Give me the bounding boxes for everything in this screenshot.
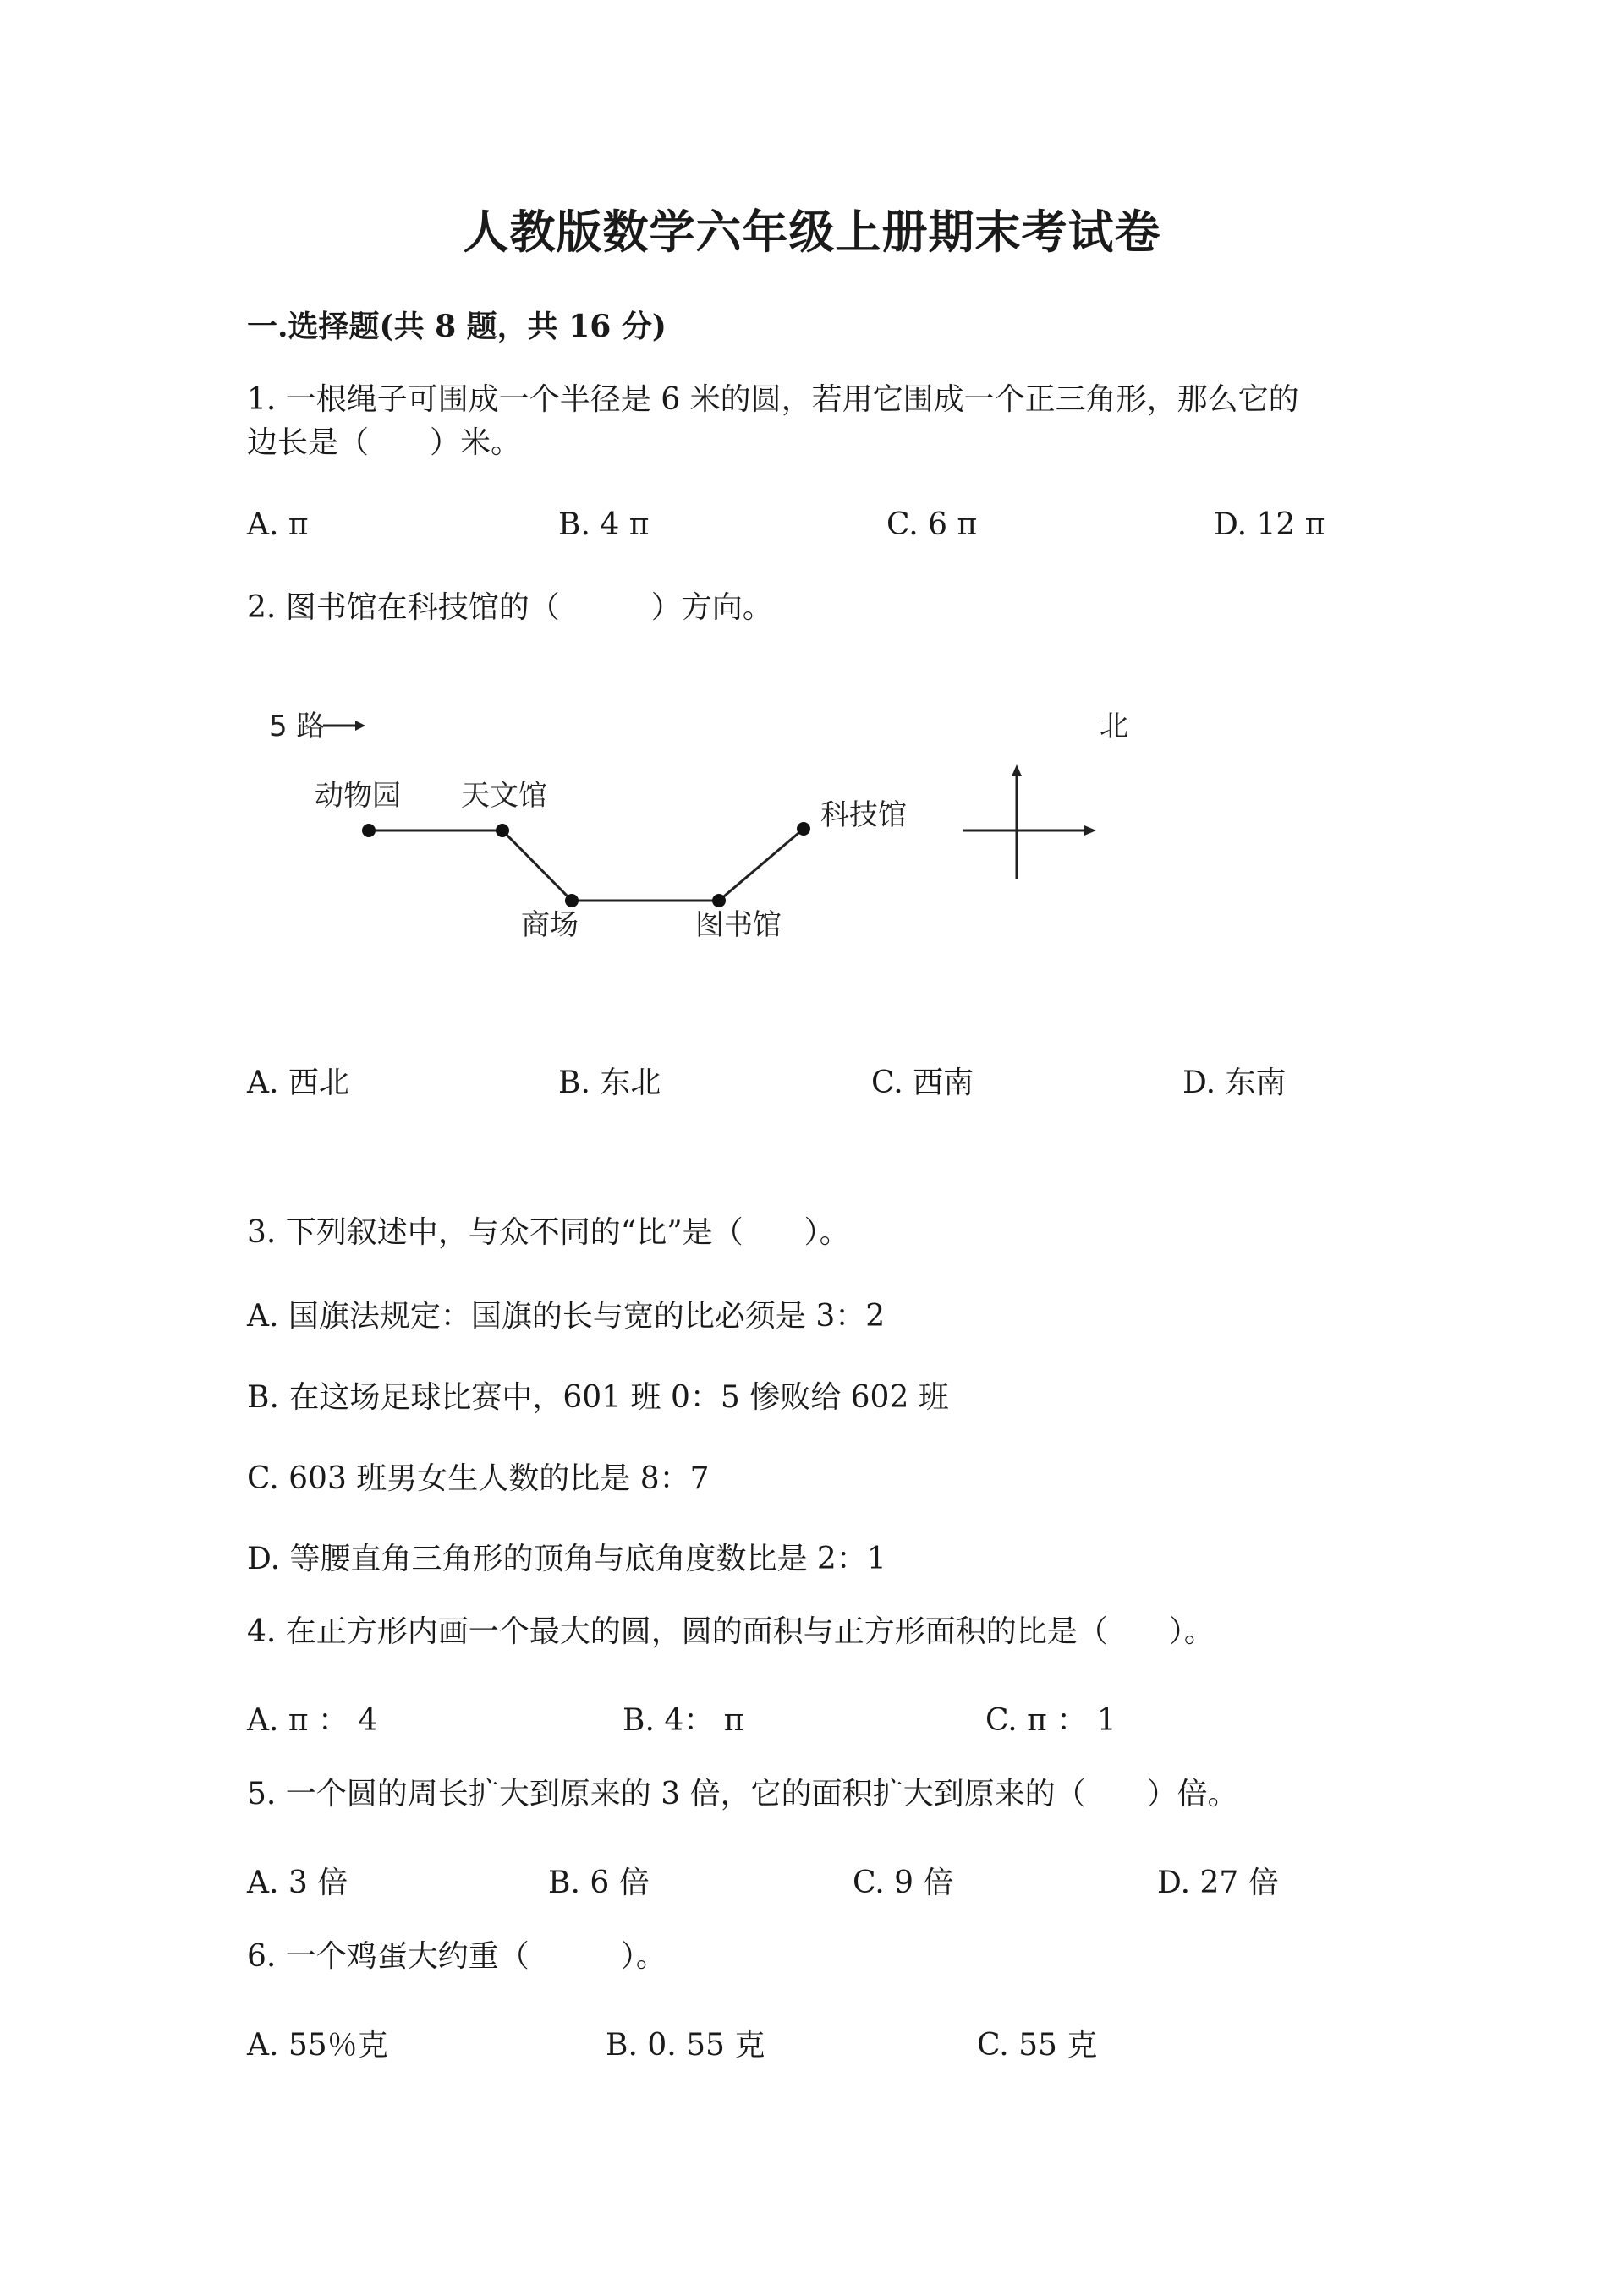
question-4-option-b: B. 4： π xyxy=(623,1703,744,1738)
page-title: 人教版数学六年级上册期末考试卷 xyxy=(463,205,1161,259)
question-2-option-c: C. 西南 xyxy=(871,1066,974,1100)
question-3-line-1: 3. 下列叙述中，与众不同的“比”是（ ）。 xyxy=(247,1215,850,1250)
map-path xyxy=(369,829,804,901)
question-1-line-2: 边长是（ ）米。 xyxy=(247,425,522,460)
question-6-option-c: C. 55 克 xyxy=(977,2028,1098,2063)
question-1-option-a: A. π xyxy=(247,507,309,542)
library-point xyxy=(712,894,726,907)
planetarium-point xyxy=(496,824,509,837)
question-2-option-b: B. 东北 xyxy=(558,1066,661,1100)
question-3-option-d: D. 等腰直角三角形的顶角与底角度数比是 2：1 xyxy=(247,1542,886,1576)
question-1-option-d: D. 12 π xyxy=(1214,507,1325,542)
question-5-line-1: 5. 一个圆的周长扩大到原来的 3 倍，它的面积扩大到原来的（ ）倍。 xyxy=(247,1777,1238,1811)
question-2-line-1: 2. 图书馆在科技馆的（ ）方向。 xyxy=(247,590,773,625)
question-3-option-a: A. 国旗法规定：国旗的长与宽的比必须是 3：2 xyxy=(247,1299,886,1334)
north-label: 北 xyxy=(1100,710,1128,743)
question-6-line-1: 6. 一个鸡蛋大约重（ ）。 xyxy=(247,1939,667,1974)
zoo-point xyxy=(362,824,376,837)
route-label: 5 路 xyxy=(269,710,326,743)
science-museum-point xyxy=(797,822,810,836)
science-museum-label: 科技馆 xyxy=(820,798,907,832)
planetarium-label: 天文馆 xyxy=(461,779,547,813)
section-heading: 一.选择题(共 8 题，共 16 分) xyxy=(247,309,667,344)
question-4-option-c: C. π ： 1 xyxy=(985,1703,1116,1738)
question-5-option-b: B. 6 倍 xyxy=(548,1866,650,1900)
compass-east-arrow xyxy=(1084,825,1096,836)
mall-label: 商场 xyxy=(521,908,579,942)
mall-point xyxy=(565,894,579,907)
question-1-line-1: 1. 一根绳子可围成一个半径是 6 米的圆，若用它围成一个正三角形，那么它的 xyxy=(247,382,1299,417)
question-5-option-a: A. 3 倍 xyxy=(247,1866,348,1900)
question-3-option-b: B. 在这场足球比赛中，601 班 0：5 惨败给 602 班 xyxy=(247,1380,949,1415)
library-label: 图书馆 xyxy=(695,908,782,942)
question-1-option-b: B. 4 π xyxy=(558,507,650,542)
question-3-option-c: C. 603 班男女生人数的比是 8：7 xyxy=(247,1461,710,1496)
question-4-option-a: A. π ： 4 xyxy=(247,1703,378,1738)
question-2-option-a: A. 西北 xyxy=(247,1066,349,1100)
question-1-option-c: C. 6 π xyxy=(886,507,978,542)
zoo-label: 动物园 xyxy=(315,779,401,813)
question-6-option-b: B. 0. 55 克 xyxy=(606,2028,765,2063)
question-2-option-d: D. 东南 xyxy=(1182,1066,1287,1100)
question-4-line-1: 4. 在正方形内画一个最大的圆，圆的面积与正方形面积的比是（ ）。 xyxy=(247,1614,1215,1649)
compass-north-arrow xyxy=(1012,764,1022,776)
question-5-option-c: C. 9 倍 xyxy=(853,1866,954,1900)
question-6-option-a: A. 55％克 xyxy=(247,2028,388,2063)
question-5-option-d: D. 27 倍 xyxy=(1157,1866,1279,1900)
route-arrow-head xyxy=(355,721,365,731)
